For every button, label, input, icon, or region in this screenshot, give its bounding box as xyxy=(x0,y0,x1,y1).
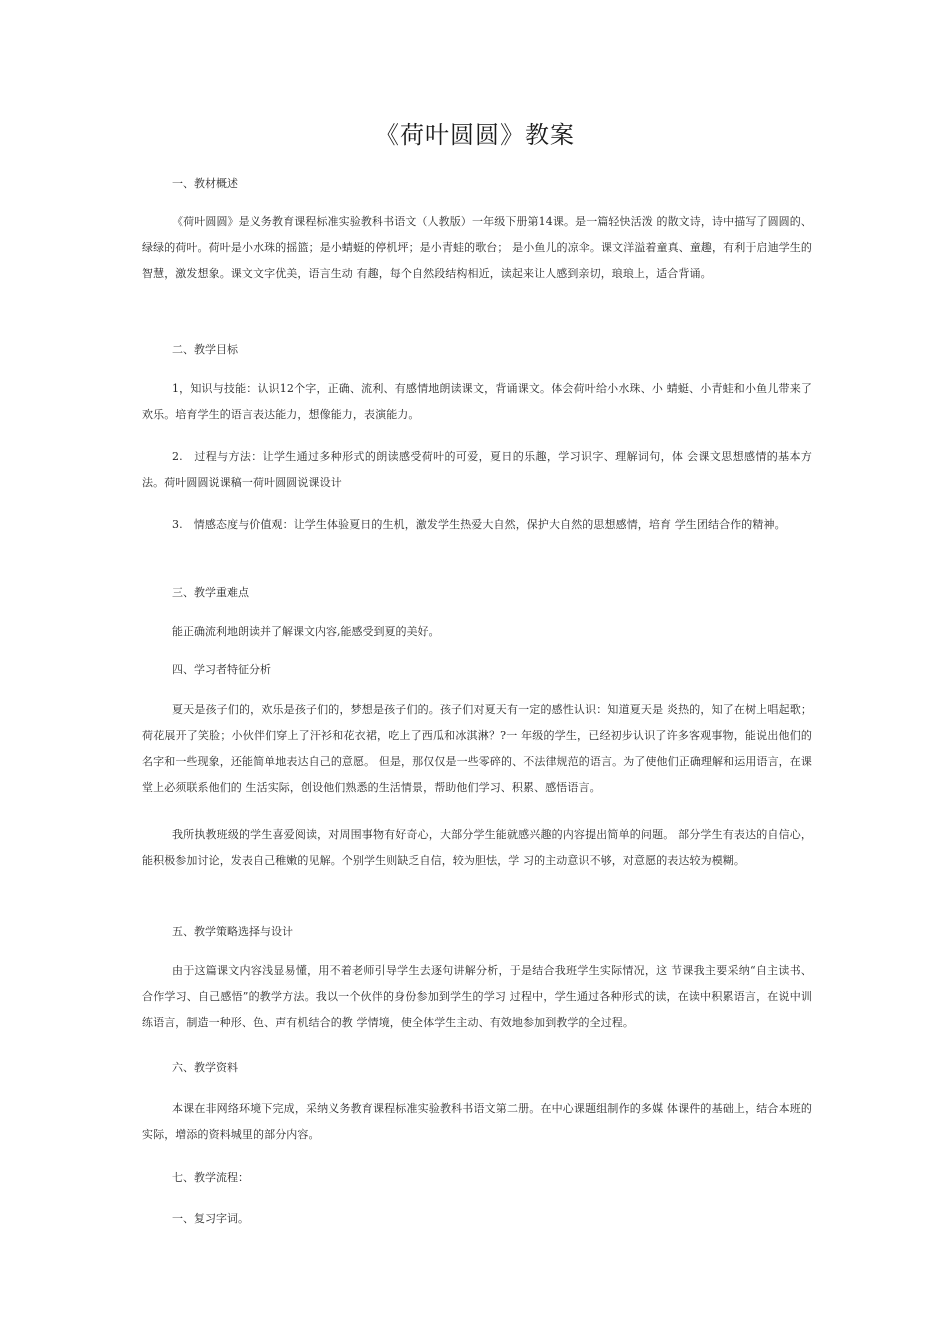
paragraph-process-step-1: 一、复习字词。 xyxy=(172,1212,249,1225)
section-heading-strategy: 五、教学策略选择与设计 xyxy=(172,925,293,938)
paragraph-learner-analysis-1: 夏天是孩子们的，欢乐是孩子们的，梦想是孩子们的。孩子们对夏天有一定的感性认识：知道夏天是 炎热的，知了在树上唱起歌；荷花展开了笑脸；小伙伴们穿上了汗衫和花衣裙，吃上了西瓜和冰淇淋？?一 年级的学生，已经初步认识了许多客观事物，能说出他们的名字和一些现象，还能简单地表达自己的意愿。 但是，那仅仅是一些零碎的、不法律规范的语言。为了使他们正确理解和运用语言，在课堂上必须联系他们的 生活实际，创设他们熟悉的生活情景，帮助他们学习、积累、感悟语言。 xyxy=(142,703,812,794)
paragraph-objective-process: 2. 过程与方法：让学生通过多种形式的朗读感受荷叶的可爱，夏日的乐趣，学习识字、理解词句，体 会课文思想感情的基本方法。荷叶圆圆说课稿一荷叶圆圆说课设计 xyxy=(142,450,812,489)
section-heading-process: 七、教学流程： xyxy=(172,1171,249,1184)
paragraph-objective-attitude: 3. 情感态度与价值观：让学生体验夏日的生机，激发学生热爱大自然，保护大自然的思想感情，培育 学生团结合作的精神。 xyxy=(172,518,786,531)
paragraph-strategy: 由于这篇课文内容浅显易懂，用不着老师引导学生去逐句讲解分析，于是结合我班学生实际情况，这 节课我主要采纳“自主读书、合作学习、自己感悟”的教学方法。我以一个伙伴的身份参加到学生的学习 过程中，学生通过各种形式的读，在读中积累语言，在说中训练语言，制造一种形、色、声有机结合的教 学情境，使全体学生主动、有效地参加到教学的全过程。 xyxy=(142,964,812,1029)
document-title: 《荷叶圆圆》教案 xyxy=(375,121,575,149)
section-heading-overview: 一、教材概述 xyxy=(172,177,238,190)
section-heading-learner-analysis: 四、学习者特征分析 xyxy=(172,663,271,676)
paragraph-learner-analysis-2: 我所执教班级的学生喜爱阅读，对周围事物有好奇心，大部分学生能就感兴趣的内容提出简单的问题。 部分学生有表达的自信心，能积极参加讨论，发表自己稚嫩的见解。个别学生则缺乏自信，较为胆怯，学 习的主动意识不够，对意愿的表达较为模糊。 xyxy=(142,828,812,867)
section-heading-resources: 六、教学资料 xyxy=(172,1061,238,1074)
paragraph-resources: 本课在非网络环境下完成，采纳义务教育课程标准实验教科书语文第二册。在中心课题组制作的多媒 体课件的基础上，结合本班的实际，增添的资料城里的部分内容。 xyxy=(142,1102,812,1141)
paragraph-objective-knowledge: 1，知识与技能：认识12个字，正确、流利、有感情地朗读课文，背诵课文。体会荷叶给小水珠、小 蜻蜓、小青蛙和小鱼儿带来了欢乐。培育学生的语言表达能力，想像能力，表演能力。 xyxy=(142,382,812,421)
paragraph-key-points: 能正确流利地朗读并了解课文内容,能感受到夏的美好。 xyxy=(172,625,440,638)
paragraph-overview: 《荷叶圆圆》是义务教育课程标准实验教科书语文（人教版）一年级下册第14课。是一篇轻快活泼 的散文诗，诗中描写了圆圆的、绿绿的荷叶。荷叶是小水珠的摇篮；是小蜻蜓的停机坪；是小青蛙的歌台； 是小鱼儿的凉伞。课文洋溢着童真、童趣，有利于启迪学生的智慧，激发想象。课文文字优美，语言生动 有趣，每个自然段结构相近，读起来让人感到亲切，琅琅上，适合背诵。 xyxy=(142,215,812,280)
section-heading-objectives: 二、教学目标 xyxy=(172,343,238,356)
section-heading-key-points: 三、教学重难点 xyxy=(172,586,249,599)
